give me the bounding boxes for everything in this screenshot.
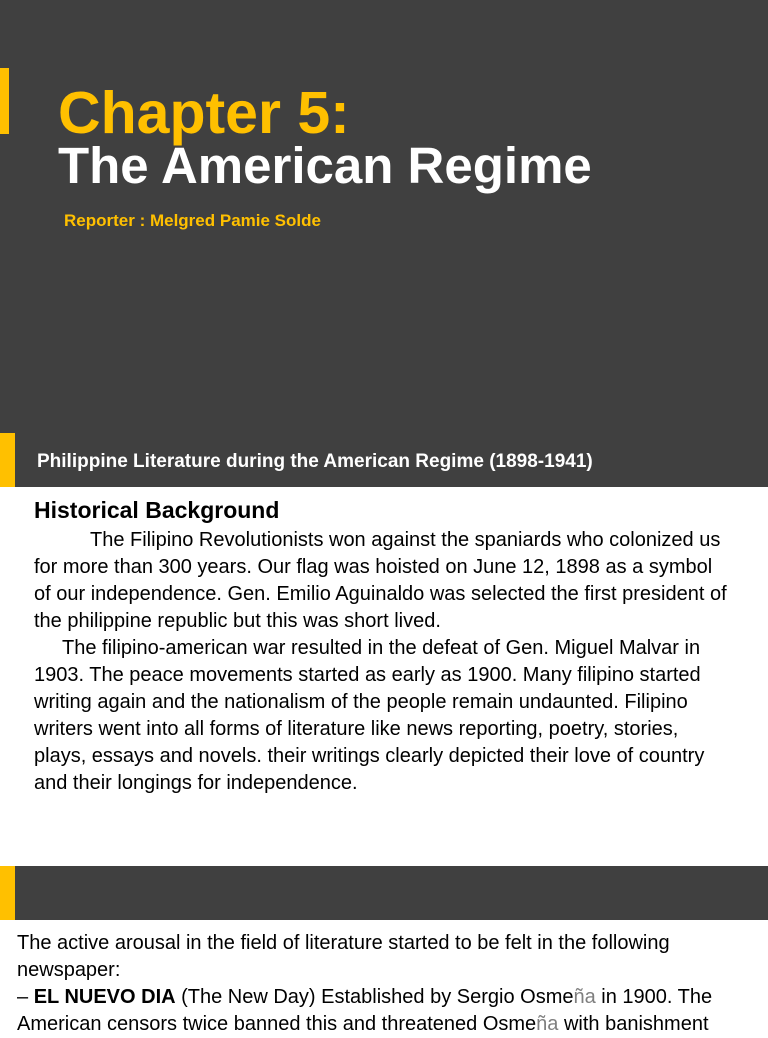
newspapers-intro: The active arousal in the field of literature started to be felt in the following newspaper: (17, 932, 670, 981)
enye-character: ña (536, 1013, 559, 1035)
title-accent-bar (0, 68, 9, 134)
newspaper-description-part-2: in 1900. The American censors twice banned this and threatened Osme (17, 986, 713, 1035)
newspaper-description-part-1: (The New Day) Established by Sergio Osme (175, 986, 574, 1008)
enye-character: ña (573, 986, 596, 1008)
historical-background-paragraph-1: The Filipino Revolutionists won against the spaniards who colonized us for more than 300 years. Our flag was hoisted on June 12, 1898 as a symbol of our independence. Gen. Emilio Aguinaldo was selected the first president of the philippine republic but this was short lived. (34, 529, 727, 632)
reporter-line: Reporter : Melgred Pamie Solde (64, 211, 321, 230)
historical-background-paragraph-2: The filipino-american war resulted in the defeat of Gen. Miguel Malvar in 1903. The peace movements started as early as 1900. Many filipino started writing again and the nationalism of the people remain undaunted. Filipino writers went into all forms of literature like news reporting, poetry, stories, plays, essays and novels. their writings clearly depicted their love of country and their longings for independence. (34, 637, 705, 794)
empty-title-bar (0, 866, 768, 920)
newspaper-name: EL NUEVO DIA (33, 986, 176, 1008)
list-dash: – (17, 986, 34, 1008)
section-title: Philippine Literature during the American Regime (1898-1941) (37, 451, 593, 472)
historical-background-heading: Historical Background (34, 497, 280, 523)
newspaper-item-el-nuevo-dia (17, 984, 753, 1038)
section-accent-bar (0, 433, 15, 487)
newspapers-section (17, 930, 753, 1038)
historical-background-body (34, 527, 734, 797)
newspaper-description-part-3: with banishment (558, 1013, 709, 1035)
chapter-number: Chapter 5: (58, 80, 350, 146)
empty-bar-accent (0, 866, 15, 920)
chapter-title: The American Regime (58, 137, 592, 194)
